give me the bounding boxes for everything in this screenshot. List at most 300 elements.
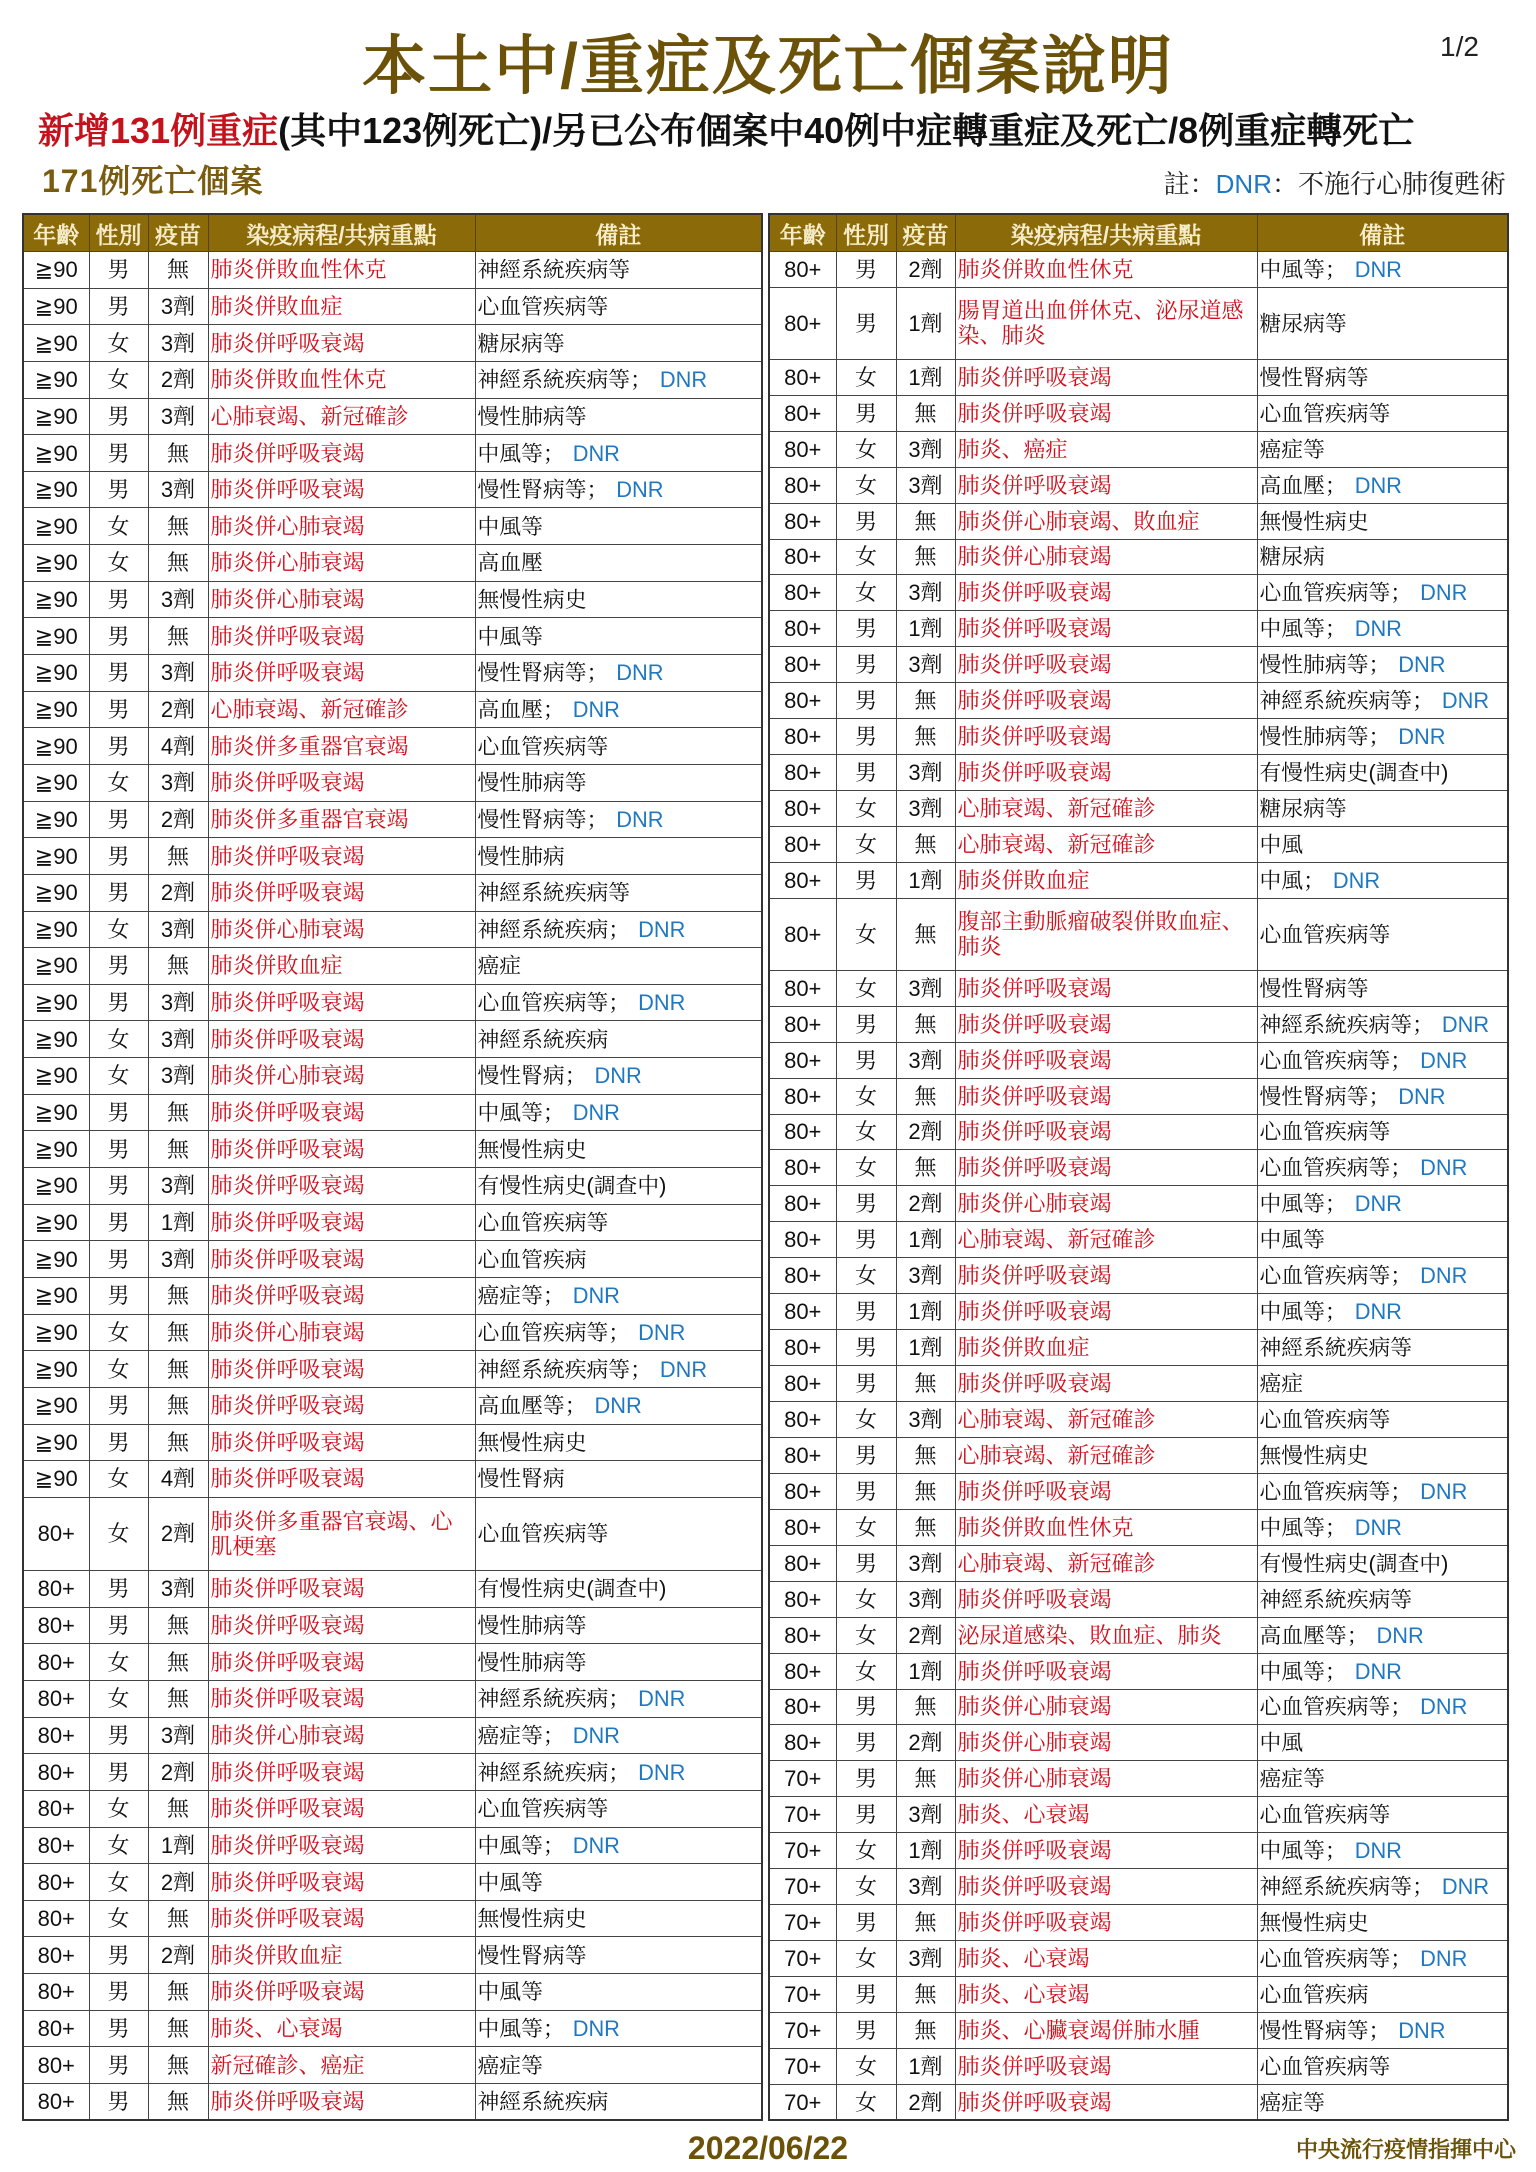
vaccine-cell: 3劑	[896, 1797, 955, 1833]
vaccine-cell: 3劑	[148, 581, 208, 618]
sex-cell: 男	[836, 719, 896, 755]
table-row	[23, 2010, 762, 2047]
column-header-vaccine: 疫苗	[896, 214, 955, 252]
sex-cell: 男	[836, 862, 896, 898]
remark-cell	[475, 1204, 762, 1241]
column-header-remark: 備註	[1257, 214, 1508, 252]
sex-cell: 男	[89, 1754, 148, 1791]
age-cell: ≧90	[23, 1461, 89, 1498]
vaccine-cell: 無	[896, 1761, 955, 1797]
course-cell: 肺炎併呼吸衰竭	[955, 575, 1257, 611]
sex-cell: 男	[89, 874, 148, 911]
age-cell: 80+	[769, 755, 836, 791]
course-cell: 肺炎併呼吸衰竭	[955, 1042, 1257, 1078]
sex-cell: 女	[836, 575, 896, 611]
vaccine-cell: 2劑	[896, 1186, 955, 1222]
subtitle	[38, 108, 1512, 154]
remark-text: 神經系統疾病等；	[477, 367, 652, 393]
remark-text: 中風等；	[1259, 1191, 1347, 1217]
course-cell: 心肺衰竭、新冠確診	[955, 1222, 1257, 1258]
remark-cell	[475, 2010, 762, 2047]
remark-cell	[475, 325, 762, 362]
sex-cell: 男	[89, 1607, 148, 1644]
sex-cell: 男	[89, 1204, 148, 1241]
table-row	[23, 1387, 762, 1424]
dnr-tag: DNR	[616, 660, 664, 686]
age-cell: 80+	[769, 1402, 836, 1438]
table-row	[23, 838, 762, 875]
vaccine-cell: 無	[896, 719, 955, 755]
remark-cell	[1257, 1114, 1508, 1150]
vaccine-cell: 無	[896, 683, 955, 719]
remark-text: 心血管疾病等；	[1259, 580, 1413, 606]
sex-cell: 男	[89, 435, 148, 472]
remark-text: 中風等；	[477, 1100, 565, 1126]
vaccine-cell: 無	[896, 1473, 955, 1509]
vaccine-cell: 無	[148, 838, 208, 875]
column-header-sex: 性別	[89, 214, 148, 252]
remark-text: 中風等；	[1259, 256, 1347, 282]
remark-cell	[475, 1387, 762, 1424]
note-dnr: DNR	[1215, 169, 1272, 199]
table-row	[23, 1937, 762, 1974]
vaccine-cell: 1劑	[896, 359, 955, 395]
remark-cell	[475, 252, 762, 289]
vaccine-cell: 1劑	[896, 1833, 955, 1869]
course-cell: 肺炎併呼吸衰竭	[208, 1168, 475, 1205]
sex-cell: 女	[89, 1497, 148, 1570]
dnr-tag: DNR	[572, 1832, 620, 1858]
age-cell: ≧90	[23, 1241, 89, 1278]
age-cell: 80+	[769, 898, 836, 970]
sex-cell: 男	[89, 1277, 148, 1314]
vaccine-cell: 無	[896, 1977, 955, 2013]
sex-cell: 男	[89, 728, 148, 765]
vaccine-cell: 無	[148, 1644, 208, 1681]
remark-text: 糖尿病等	[1259, 310, 1347, 336]
subtitle-highlight: 新增131例重症	[38, 110, 279, 151]
table-row	[23, 948, 762, 985]
course-cell: 肺炎、心衰竭	[955, 1977, 1257, 2013]
course-cell: 腸胃道出血併休克、泌尿道感染、肺炎	[955, 287, 1257, 359]
remark-text: 心血管疾病	[477, 1246, 587, 1272]
dnr-tag: DNR	[572, 1283, 620, 1309]
course-cell: 肺炎併呼吸衰竭	[208, 1607, 475, 1644]
course-cell: 腹部主動脈瘤破裂併敗血症、肺炎	[955, 898, 1257, 970]
remark-text: 癌症等	[1259, 436, 1325, 462]
remark-cell	[1257, 1473, 1508, 1509]
remark-text: 慢性腎病；	[477, 1063, 587, 1089]
dnr-tag: DNR	[594, 1063, 642, 1089]
age-cell: 80+	[23, 1497, 89, 1570]
vaccine-cell: 無	[896, 1150, 955, 1186]
age-cell: 80+	[769, 359, 836, 395]
sex-cell: 男	[836, 1977, 896, 2013]
age-cell: 70+	[769, 2012, 836, 2048]
age-cell: 80+	[23, 1607, 89, 1644]
sex-cell: 男	[89, 691, 148, 728]
dnr-tag: DNR	[572, 1722, 620, 1748]
remark-text: 癌症等	[1259, 1766, 1325, 1792]
table-row	[769, 503, 1508, 539]
age-cell: 80+	[769, 1581, 836, 1617]
remark-text: 糖尿病	[1259, 544, 1325, 570]
remark-cell	[475, 984, 762, 1021]
dnr-tag: DNR	[1420, 1946, 1468, 1972]
table-row	[23, 1644, 762, 1681]
remark-cell	[1257, 467, 1508, 503]
course-cell: 肺炎併呼吸衰竭	[208, 1864, 475, 1901]
vaccine-cell: 無	[148, 1131, 208, 1168]
remark-cell	[1257, 1689, 1508, 1725]
dnr-tag: DNR	[1354, 1299, 1402, 1325]
remark-cell	[475, 1277, 762, 1314]
table-row	[769, 1905, 1508, 1941]
vaccine-cell: 1劑	[896, 1294, 955, 1330]
vaccine-cell: 無	[148, 618, 208, 655]
table-row	[23, 1021, 762, 1058]
age-cell: ≧90	[23, 1277, 89, 1314]
course-cell: 肺炎併敗血症	[208, 288, 475, 325]
age-cell: 80+	[23, 1754, 89, 1791]
age-cell: 80+	[769, 647, 836, 683]
age-cell: ≧90	[23, 984, 89, 1021]
sex-cell: 女	[836, 539, 896, 575]
remark-cell	[1257, 431, 1508, 467]
remark-cell	[1257, 1078, 1508, 1114]
remark-cell	[1257, 1833, 1508, 1869]
sex-cell: 女	[836, 1078, 896, 1114]
sex-cell: 男	[836, 1330, 896, 1366]
table-row	[23, 1680, 762, 1717]
course-cell: 肺炎併呼吸衰竭	[208, 1680, 475, 1717]
vaccine-cell: 無	[148, 1790, 208, 1827]
sex-cell: 男	[89, 2084, 148, 2121]
remark-cell	[1257, 683, 1508, 719]
dnr-tag: DNR	[1420, 1263, 1468, 1289]
sex-cell: 男	[836, 755, 896, 791]
vaccine-cell: 3劑	[148, 471, 208, 508]
remark-cell	[1257, 359, 1508, 395]
table-row	[23, 984, 762, 1021]
table-row	[23, 911, 762, 948]
course-cell: 肺炎併呼吸衰竭	[955, 1473, 1257, 1509]
vaccine-cell: 無	[148, 1974, 208, 2011]
dnr-tag: DNR	[1354, 1838, 1402, 1864]
remark-text: 心血管疾病等	[1259, 921, 1391, 947]
table-row	[23, 1351, 762, 1388]
remark-cell	[475, 1754, 762, 1791]
sex-cell: 男	[89, 801, 148, 838]
dnr-tag: DNR	[1354, 1658, 1402, 1684]
vaccine-cell: 無	[896, 1509, 955, 1545]
dnr-tag: DNR	[1398, 2017, 1446, 2043]
age-cell: 80+	[769, 467, 836, 503]
sex-cell: 女	[89, 545, 148, 582]
table-row	[23, 2047, 762, 2084]
table-row	[23, 1754, 762, 1791]
table-row	[23, 655, 762, 692]
age-cell: 80+	[769, 1114, 836, 1150]
age-cell: ≧90	[23, 1021, 89, 1058]
dnr-tag: DNR	[616, 477, 664, 503]
sex-cell: 女	[836, 827, 896, 863]
table-row	[769, 467, 1508, 503]
table-row	[23, 252, 762, 289]
course-cell: 肺炎併呼吸衰竭	[955, 467, 1257, 503]
age-cell: 80+	[769, 1186, 836, 1222]
remark-text: 慢性腎病等	[1259, 364, 1369, 390]
vaccine-cell: 無	[148, 1387, 208, 1424]
course-cell: 肺炎併心肺衰竭、敗血症	[955, 503, 1257, 539]
remark-text: 癌症等；	[477, 1283, 565, 1309]
remark-text: 心血管疾病等	[477, 1209, 609, 1235]
course-cell: 肺炎併敗血症	[208, 1937, 475, 1974]
remark-text: 無慢性病史	[477, 1429, 587, 1455]
age-cell: 80+	[769, 827, 836, 863]
sex-cell: 男	[89, 471, 148, 508]
remark-text: 神經系統疾病等；	[477, 1356, 652, 1382]
course-cell: 肺炎併呼吸衰竭	[955, 647, 1257, 683]
vaccine-cell: 3劑	[896, 1941, 955, 1977]
age-cell: ≧90	[23, 801, 89, 838]
vaccine-cell: 2劑	[148, 801, 208, 838]
remark-text: 癌症等	[1259, 2089, 1325, 2115]
remark-text: 心血管疾病等；	[1259, 1047, 1413, 1073]
remark-text: 中風等；	[1259, 1658, 1347, 1684]
course-cell: 肺炎併呼吸衰竭	[208, 1204, 475, 1241]
table-row	[23, 435, 762, 472]
remark-cell	[475, 1351, 762, 1388]
age-cell: ≧90	[23, 655, 89, 692]
dnr-tag: DNR	[1354, 256, 1402, 282]
course-cell: 肺炎併呼吸衰竭	[208, 1461, 475, 1498]
table-row	[23, 618, 762, 655]
remark-cell	[475, 1424, 762, 1461]
age-cell: ≧90	[23, 1094, 89, 1131]
table-row	[769, 1761, 1508, 1797]
dnr-tag: DNR	[1441, 1011, 1490, 1037]
table-row	[769, 1294, 1508, 1330]
table-row	[769, 395, 1508, 431]
remark-text: 慢性肺病等	[477, 770, 587, 796]
dnr-tag: DNR	[638, 990, 686, 1016]
vaccine-cell: 2劑	[148, 361, 208, 398]
dnr-tag: DNR	[1398, 724, 1446, 750]
remark-cell	[475, 691, 762, 728]
table-row	[23, 1717, 762, 1754]
sex-cell: 男	[89, 984, 148, 1021]
dnr-tag: DNR	[1441, 688, 1490, 714]
course-cell: 肺炎、心臟衰竭併肺水腫	[955, 2012, 1257, 2048]
table-row	[769, 2084, 1508, 2120]
remark-text: 無慢性病史	[1259, 508, 1369, 534]
column-header-course: 染疫病程/共病重點	[208, 214, 475, 252]
course-cell: 肺炎併呼吸衰竭	[208, 764, 475, 801]
course-cell: 肺炎併呼吸衰竭	[955, 1114, 1257, 1150]
age-cell: 80+	[769, 1653, 836, 1689]
age-cell: 80+	[23, 1644, 89, 1681]
course-cell: 肺炎併心肺衰竭	[208, 911, 475, 948]
course-cell: 肺炎併呼吸衰竭	[955, 1869, 1257, 1905]
table-body-right	[769, 252, 1508, 2121]
remark-cell	[1257, 1330, 1508, 1366]
age-cell: 80+	[769, 1150, 836, 1186]
course-cell: 肺炎併心肺衰竭	[208, 508, 475, 545]
remark-cell	[1257, 2084, 1508, 2120]
course-cell: 肺炎併敗血症	[955, 1330, 1257, 1366]
vaccine-cell: 3劑	[148, 984, 208, 1021]
course-cell: 肺炎併心肺衰竭	[955, 1761, 1257, 1797]
age-cell: ≧90	[23, 288, 89, 325]
course-cell: 肺炎併呼吸衰竭	[955, 395, 1257, 431]
course-cell: 肺炎併呼吸衰竭	[208, 1131, 475, 1168]
remark-text: 慢性肺病	[477, 843, 565, 869]
remark-cell	[1257, 827, 1508, 863]
remark-cell	[475, 1644, 762, 1681]
table-row	[769, 359, 1508, 395]
age-cell: 80+	[23, 2010, 89, 2047]
table-row	[769, 1797, 1508, 1833]
age-cell: 80+	[769, 1437, 836, 1473]
remark-text: 慢性腎病等	[477, 1942, 587, 1968]
sex-cell: 女	[89, 1351, 148, 1388]
remark-text: 中風等；	[1259, 1514, 1347, 1540]
remark-cell	[1257, 1042, 1508, 1078]
age-cell: ≧90	[23, 874, 89, 911]
dnr-tag: DNR	[1398, 652, 1446, 678]
course-cell: 肺炎併心肺衰竭	[208, 545, 475, 582]
sex-cell: 女	[89, 911, 148, 948]
age-cell: 70+	[769, 1833, 836, 1869]
remark-text: 心血管疾病等	[477, 1796, 609, 1822]
vaccine-cell: 3劑	[148, 1717, 208, 1754]
table-row	[769, 970, 1508, 1006]
sex-cell: 女	[89, 1900, 148, 1937]
dnr-tag: DNR	[1354, 1514, 1402, 1540]
vaccine-cell: 3劑	[148, 325, 208, 362]
remark-text: 無慢性病史	[477, 587, 587, 613]
remark-cell	[1257, 1437, 1508, 1473]
age-cell: 80+	[769, 1689, 836, 1725]
sex-cell: 女	[836, 359, 896, 395]
age-cell: ≧90	[23, 471, 89, 508]
vaccine-cell: 3劑	[148, 1021, 208, 1058]
table-row	[23, 545, 762, 582]
course-cell: 心肺衰竭、新冠確診	[208, 398, 475, 435]
course-cell: 肺炎併呼吸衰竭	[955, 1150, 1257, 1186]
dnr-tag: DNR	[1420, 1155, 1468, 1181]
course-cell: 肺炎併敗血症	[208, 948, 475, 985]
remark-text: 慢性肺病等	[477, 403, 587, 429]
remark-text: 無慢性病史	[1259, 1442, 1369, 1468]
age-cell: 70+	[769, 2048, 836, 2084]
table-row	[23, 728, 762, 765]
dnr-tag: DNR	[1354, 616, 1402, 642]
age-cell: ≧90	[23, 325, 89, 362]
table-row	[23, 581, 762, 618]
course-cell: 肺炎併呼吸衰竭	[208, 1094, 475, 1131]
table-row	[769, 1186, 1508, 1222]
table-row	[769, 827, 1508, 863]
vaccine-cell: 無	[148, 1900, 208, 1937]
remark-cell	[475, 1607, 762, 1644]
table-row	[769, 862, 1508, 898]
remark-text: 慢性腎病等；	[477, 806, 609, 832]
course-cell: 肺炎併呼吸衰竭	[208, 435, 475, 472]
remark-cell	[475, 2047, 762, 2084]
remark-text: 心血管疾病等；	[1259, 1155, 1413, 1181]
sex-cell: 女	[89, 1680, 148, 1717]
remark-cell	[1257, 1761, 1508, 1797]
age-cell: 80+	[769, 287, 836, 359]
course-cell: 肺炎併呼吸衰竭	[208, 618, 475, 655]
table-row	[769, 1977, 1508, 2013]
remark-cell	[1257, 1509, 1508, 1545]
remark-cell	[475, 1717, 762, 1754]
remark-cell	[475, 1131, 762, 1168]
table-row	[23, 2084, 762, 2121]
sex-cell: 女	[836, 431, 896, 467]
column-header-age: 年齡	[23, 214, 89, 252]
remark-text: 心血管疾病等；	[477, 1319, 631, 1345]
remark-cell	[1257, 1653, 1508, 1689]
course-cell: 泌尿道感染、敗血症、肺炎	[955, 1617, 1257, 1653]
table-row	[769, 1366, 1508, 1402]
table-row	[23, 1497, 762, 1570]
remark-cell	[475, 398, 762, 435]
age-cell: ≧90	[23, 911, 89, 948]
vaccine-cell: 3劑	[148, 1058, 208, 1095]
remark-text: 糖尿病等	[1259, 796, 1347, 822]
dnr-tag: DNR	[594, 1393, 642, 1419]
remark-cell	[1257, 1581, 1508, 1617]
remark-text: 心血管疾病等；	[1259, 1478, 1413, 1504]
vaccine-cell: 2劑	[148, 874, 208, 911]
table-row	[23, 398, 762, 435]
remark-text: 神經系統疾病等	[477, 257, 631, 283]
remark-cell	[1257, 1941, 1508, 1977]
course-cell: 肺炎併呼吸衰竭	[208, 1790, 475, 1827]
course-cell: 肺炎併呼吸衰竭	[955, 1833, 1257, 1869]
remark-cell	[1257, 862, 1508, 898]
age-cell: 80+	[23, 1974, 89, 2011]
remark-text: 有慢性病史(調查中)	[477, 1173, 667, 1199]
sex-cell: 男	[836, 611, 896, 647]
remark-cell	[1257, 1150, 1508, 1186]
course-cell: 肺炎併心肺衰竭	[208, 1058, 475, 1095]
remark-text: 慢性腎病等；	[477, 660, 609, 686]
table-row	[23, 1204, 762, 1241]
remark-cell	[475, 764, 762, 801]
remark-text: 中風等；	[477, 440, 565, 466]
age-cell: 80+	[769, 862, 836, 898]
remark-text: 神經系統疾病等；	[1259, 1874, 1434, 1900]
course-cell: 肺炎併呼吸衰竭	[208, 984, 475, 1021]
table-row	[23, 1461, 762, 1498]
vaccine-cell: 3劑	[896, 970, 955, 1006]
table-row	[23, 1241, 762, 1278]
remark-cell	[475, 1314, 762, 1351]
vaccine-cell: 無	[148, 1680, 208, 1717]
remark-text: 中風等；	[477, 2016, 565, 2042]
age-cell: 80+	[769, 1042, 836, 1078]
sex-cell: 男	[89, 1094, 148, 1131]
age-cell: 80+	[769, 539, 836, 575]
remark-text: 慢性腎病	[477, 1466, 565, 1492]
table-row	[769, 1725, 1508, 1761]
sex-cell: 男	[836, 1725, 896, 1761]
